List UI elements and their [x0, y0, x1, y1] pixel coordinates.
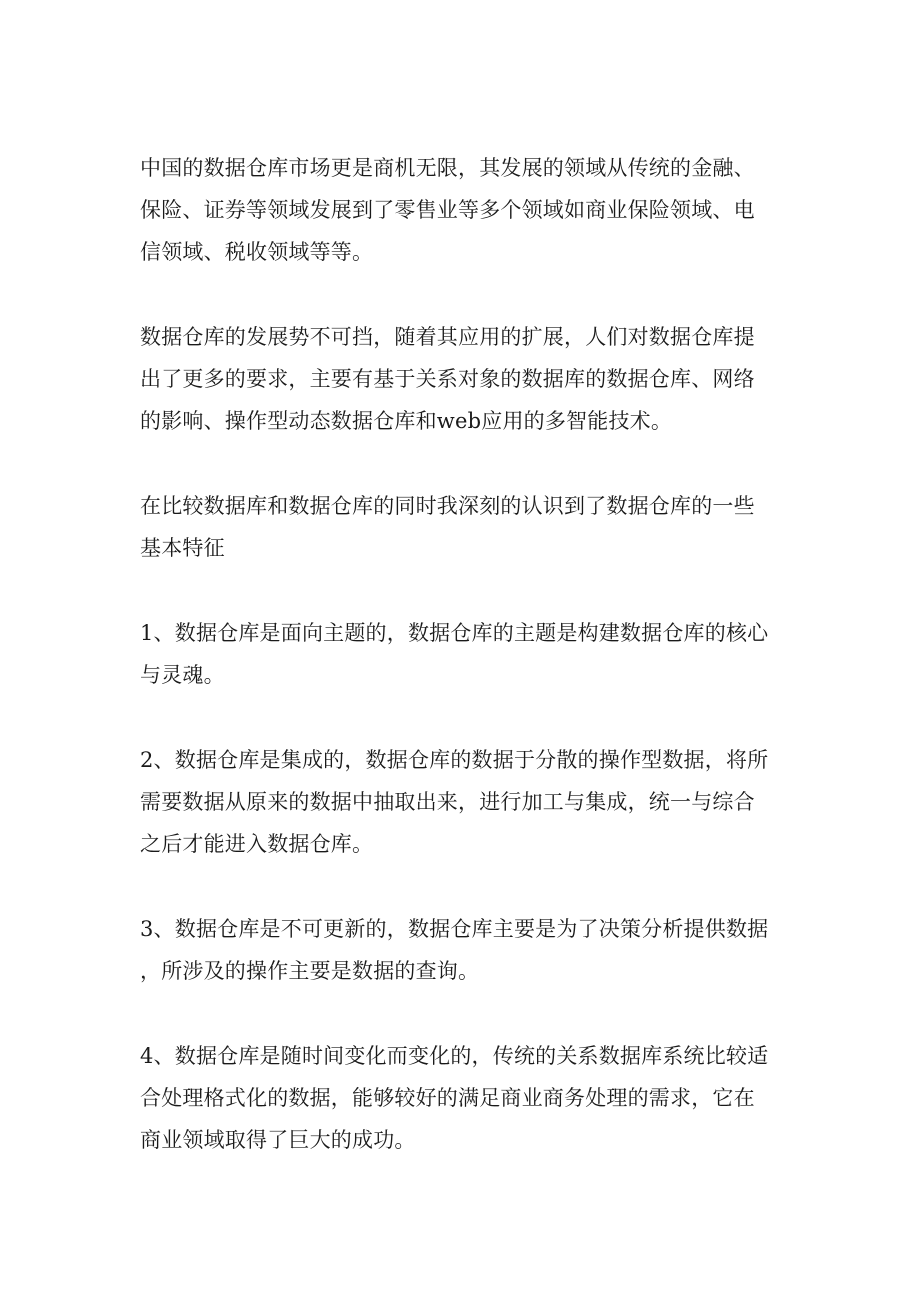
text-line: 中国的数据仓库市场更是商机无限，其发展的领域从传统的金融、 — [140, 156, 755, 180]
text-line: 需要数据从原来的数据中抽取出来，进行加工与集成，统一与综合 — [140, 790, 755, 814]
paragraph-feature-2 — [140, 739, 780, 865]
text-line: 保险、证券等领域发展到了零售业等多个领域如商业保险领域、电 — [140, 198, 755, 222]
text-line: 3、数据仓库是不可更新的，数据仓库主要是为了决策分析提供数据 — [140, 917, 769, 941]
paragraph-feature-3 — [140, 908, 780, 992]
paragraph-development — [140, 316, 780, 442]
text-line: 在比较数据库和数据仓库的同时我深刻的认识到了数据仓库的一些 — [140, 494, 755, 518]
text-line: 基本特征 — [140, 536, 225, 560]
paragraph-market — [140, 147, 780, 273]
text-line: 合处理格式化的数据，能够较好的满足商业商务处理的需求，它在 — [140, 1086, 755, 1110]
text-line: 数据仓库的发展势不可挡，随着其应用的扩展，人们对数据仓库提 — [140, 325, 755, 349]
paragraph-features-intro — [140, 485, 780, 569]
paragraph-feature-1 — [140, 612, 780, 696]
text-line: ，所涉及的操作主要是数据的查询。 — [140, 959, 480, 983]
text-line: 商业领域取得了巨大的成功。 — [140, 1128, 416, 1152]
paragraph-feature-4 — [140, 1035, 780, 1161]
text-line: 1、数据仓库是面向主题的，数据仓库的主题是构建数据仓库的核心 — [140, 621, 769, 645]
text-line: 出了更多的要求，主要有基于关系对象的数据库的数据仓库、网络 — [140, 367, 755, 391]
document-body — [140, 147, 780, 1204]
text-line: 2、数据仓库是集成的，数据仓库的数据于分散的操作型数据，将所 — [140, 748, 769, 772]
text-line: 4、数据仓库是随时间变化而变化的，传统的关系数据库系统比较适 — [140, 1044, 769, 1068]
text-line: 的影响、操作型动态数据仓库和web应用的多智能技术。 — [140, 409, 673, 433]
text-line: 之后才能进入数据仓库。 — [140, 832, 374, 856]
text-line: 与灵魂。 — [140, 663, 225, 687]
text-line: 信领域、税收领域等等。 — [140, 240, 374, 264]
